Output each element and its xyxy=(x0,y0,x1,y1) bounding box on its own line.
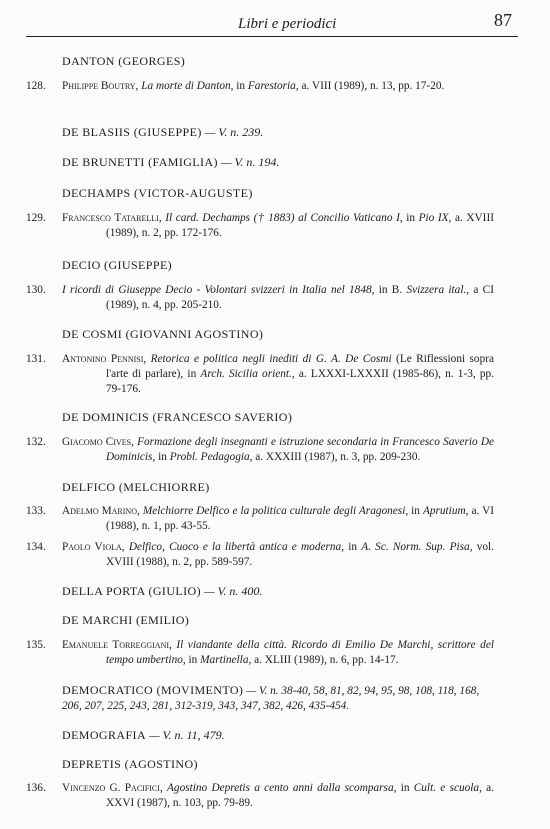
entry-author: Francesco Tatarelli xyxy=(62,212,159,224)
entry-journal: Aprutium xyxy=(422,505,466,517)
entry-number: 135. xyxy=(26,639,46,651)
entry-title: Delfico, Cuoco e la libertà antica e moderna xyxy=(128,541,342,553)
bibliography-entry: 136. Vincenzo G. Pacifici, Agostino Depretis a cento anni dalla scomparsa, in Cult. e scuola, a. XXVI (1987), n. 103, pp. 79-89. xyxy=(26,782,494,809)
bibliography-entry: 134. Paolo Viola, Delfico, Cuoco e la libertà antica e moderna, in A. Sc. Norm. Sup. Pisa, vol. XVIII (1988), n. 2, pp. 589-597. xyxy=(26,541,494,568)
entry-author: Giacomo Cives xyxy=(62,436,132,448)
entry-title: Il viandante della città. Ricordo di Emilio De Marchi, scrittore del tempo umbertino xyxy=(106,639,494,666)
entry-journal: Probl. Pedagogia xyxy=(169,451,250,463)
entry-title: Melchiorre Delfico e la politica culturale degli Aragonesi xyxy=(142,505,406,517)
entry-author: Emanuele Torreggiani xyxy=(62,639,170,651)
entry-journal: A. Sc. Norm. Sup. Pisa xyxy=(361,541,470,553)
entry-author: Paolo Viola xyxy=(62,541,122,553)
entry-number: 133. xyxy=(26,505,46,517)
entry-number: 131. xyxy=(26,353,46,365)
entry-details: , a CI (1989), n. 4, pp. 205-210. xyxy=(106,284,494,311)
subject-heading: DECHAMPS (VICTOR-AUGUSTE) xyxy=(62,186,253,200)
entry-details: , a. XXVI (1987), n. 103, pp. 79-89. xyxy=(106,782,494,809)
cross-reference: — V. n. 38-40, 58, 81, 82, 94, 95, 98, 108, 118, 168, 206, 207, 225, 243, 281, 312-319, 343, 347, 382, 426, 435-454. xyxy=(62,685,480,712)
entry-details: , vol. XVIII (1988), n. 2, pp. 589-597. xyxy=(106,541,494,568)
cross-reference: — V. n. 239. xyxy=(201,125,264,139)
subject-heading: DELFICO (MELCHIORRE) xyxy=(62,480,210,494)
bibliography-entry: 132. Giacomo Cives, Formazione degli insegnanti e istruzione secondaria in Francesco Saverio De Dominicis, in Probl. Pedagogia, a. XXXIII (1987), n. 3, pp. 209-230. xyxy=(26,436,494,463)
page-number: 87 xyxy=(494,10,512,30)
entry-journal: Farestoria xyxy=(247,80,296,92)
subject-heading: DEMOCRATICO (MOVIMENTO) — V. n. 38-40, 58, 81, 82, 94, 95, 98, 108, 118, 168, 206, 207, 225, 243, 281, 312-319, 343, 347, 382, 426, 435-454. xyxy=(62,683,480,712)
entry-details: , a. VI (1988), n. 1, pp. 43-55. xyxy=(106,505,495,532)
subject-heading: DANTON (GEORGES) xyxy=(62,54,186,68)
subject-heading: DECIO (GIUSEPPE) xyxy=(62,258,173,272)
cross-reference: — V. n. 400. xyxy=(200,584,263,598)
entry-title: La morte di Danton xyxy=(141,80,231,92)
entry-number: 130. xyxy=(26,284,46,296)
bibliography-entry: 130. I ricordi di Giuseppe Decio - Volontari svizzeri in Italia nel 1848, in B. Svizzera ital., a CI (1989), n. 4, pp. 205-210. xyxy=(26,284,494,311)
entry-details: , a. VIII (1989), n. 13, pp. 17-20. xyxy=(295,80,445,92)
subject-heading: DE DOMINICIS (FRANCESCO SAVERIO) xyxy=(62,410,293,424)
entry-journal: Arch. Sicilia orient. xyxy=(200,368,292,380)
entry-title: Formazione degli insegnanti e istruzione secondaria in Francesco Saverio De Dominicis xyxy=(106,436,494,463)
subject-heading: DELLA PORTA (GIULIO) — V. n. 400. xyxy=(62,584,263,598)
entry-details: , a. LXXXI-LXXXII (1985-86), n. 1-3, pp. 79-176. xyxy=(106,368,494,395)
bibliography-entry: 133. Adelmo Marino, Melchiorre Delfico e la politica culturale degli Aragonesi, in Aprutium, a. VI (1988), n. 1, pp. 43-55. xyxy=(26,505,495,532)
cross-reference: — V. n. 11, 479. xyxy=(146,728,225,742)
bibliography-entry: 128. Philippe Boutry, La morte di Danton, in Farestoria, a. VIII (1989), n. 13, pp. 17-20. xyxy=(26,80,445,92)
entry-title: Il card. Dechamps († 1883) al Concilio Vaticano I xyxy=(165,212,400,224)
entry-number: 136. xyxy=(26,782,46,794)
entry-title: Agostino Depretis a cento anni dalla scomparsa xyxy=(167,782,394,794)
entry-number: 134. xyxy=(26,541,46,553)
subject-heading: DE MARCHI (EMILIO) xyxy=(62,613,190,627)
entry-title: I ricordi di Giuseppe Decio - Volontari svizzeri in Italia nel 1848 xyxy=(62,284,372,296)
entry-journal: Cult. e scuola xyxy=(413,782,480,794)
entry-author: Philippe Boutry xyxy=(62,80,136,92)
running-title: Libri e periodici xyxy=(238,16,337,32)
entry-number: 129. xyxy=(26,212,46,224)
entry-title: Retorica e politica negli inediti di G. A. De Cosmi xyxy=(150,353,392,365)
bibliography-entry: 129. Francesco Tatarelli, Il card. Dechamps († 1883) al Concilio Vaticano I, in Pio IX, a. XVIII (1989), n. 2, pp. 172-176. xyxy=(26,212,494,239)
subject-heading: DEPRETIS (AGOSTINO) xyxy=(62,757,198,771)
entry-author: Vincenzo G. Pacifici xyxy=(62,782,160,794)
subject-heading: DE BRUNETTI (FAMIGLIA) — V. n. 194. xyxy=(62,155,280,169)
entry-details: , a. XVIII (1989), n. 2, pp. 172-176. xyxy=(106,212,494,239)
bibliography-entry: 135. Emanuele Torreggiani, Il viandante della città. Ricordo di Emilio De Marchi, scrittore del tempo umbertino, in Martinella, a. XLIII (1989), n. 6, pp. 14-17. xyxy=(26,639,494,666)
subject-heading: DEMOGRAFIA — V. n. 11, 479. xyxy=(62,728,225,742)
entry-details: , a. XLIII (1989), n. 6, pp. 14-17. xyxy=(248,654,399,666)
entry-details: , a. XXXIII (1987), n. 3, pp. 209-230. xyxy=(249,451,421,463)
entry-author: Adelmo Marino xyxy=(62,505,137,517)
bibliography-entry: 131. Antonino Pennisi, Retorica e politica negli inediti di G. A. De Cosmi (Le Riflessioni sopra l'arte di parlare), in Arch. Sicilia orient., a. LXXXI-LXXXII (1985-86), n. 1-3, pp. 79-176. xyxy=(26,353,495,395)
subject-heading: DE BLASIIS (GIUSEPPE) — V. n. 239. xyxy=(62,125,264,139)
entry-number: 128. xyxy=(26,80,46,92)
entry-number: 132. xyxy=(26,436,46,448)
cross-reference: — V. n. 194. xyxy=(217,155,280,169)
entry-journal: Pio IX xyxy=(418,212,449,224)
subject-heading: DE COSMI (GIOVANNI AGOSTINO) xyxy=(62,327,264,341)
entry-journal: Martinella xyxy=(200,654,249,666)
entry-author: Antonino Pennisi xyxy=(62,353,144,365)
entry-journal: Svizzera ital. xyxy=(406,284,467,296)
